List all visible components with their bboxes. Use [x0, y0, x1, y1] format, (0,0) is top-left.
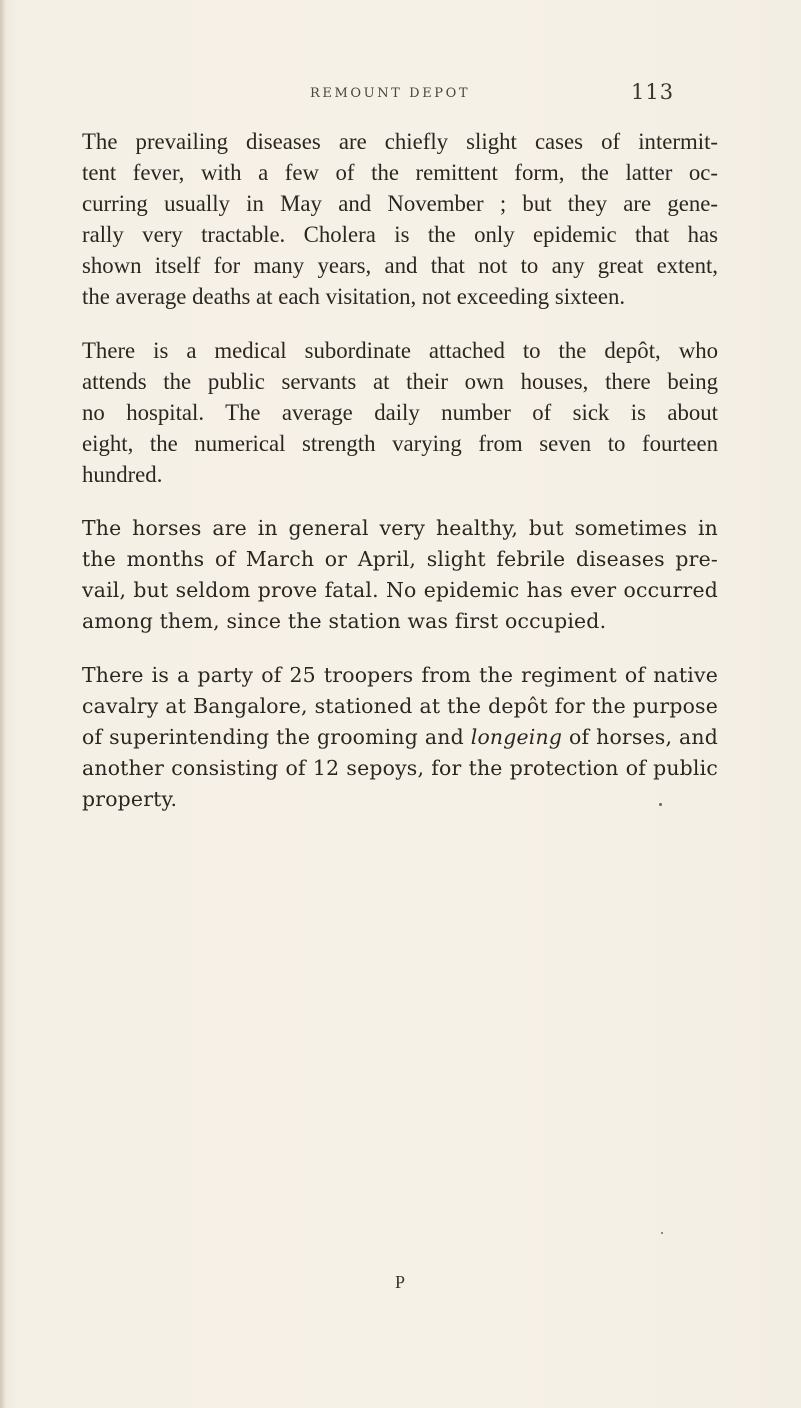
body-text	[82, 126, 718, 838]
text-line: another consisting of 12 sepoys, for the protection of public	[82, 756, 718, 780]
paper-speck	[661, 1232, 663, 1234]
text-line: hundred.	[82, 462, 163, 487]
text-line: the months of March or April, slight febrile diseases pre-	[82, 547, 718, 571]
paragraph-diseases	[82, 126, 718, 312]
text-line: shown itself for many years, and that not to any great extent,	[82, 253, 718, 278]
text-line: curring usually in May and November ; but they are gene-	[82, 191, 718, 216]
text-line: The prevailing diseases are chiefly slight cases of intermit-	[82, 129, 718, 154]
signature-mark: P	[395, 1272, 406, 1292]
italic-word: longeing	[470, 725, 563, 749]
paragraph-medical	[82, 335, 718, 490]
text-run: of superintending the grooming and	[82, 725, 471, 749]
text-line: property.	[82, 787, 178, 811]
page-number: 113	[631, 80, 675, 104]
text-line: attends the public servants at their own houses, there being	[82, 369, 718, 394]
text-run: of horses, and	[562, 725, 718, 749]
text-line: no hospital. The average daily number of sick is about	[82, 400, 718, 425]
text-line: among them, since the station was first occupied.	[82, 609, 607, 633]
text-line: The horses are in general very healthy, but sometimes in	[82, 516, 718, 540]
paragraph-horses	[82, 513, 718, 637]
spine-shadow	[0, 0, 6, 1408]
text-line: the average deaths at each visitation, not exceeding sixteen.	[82, 284, 626, 309]
text-line: eight, the numerical strength varying from seven to fourteen	[82, 431, 718, 456]
paragraph-troopers	[82, 660, 718, 815]
running-head: REMOUNT DEPOT	[310, 86, 471, 101]
text-line: rally very tractable. Cholera is the only epidemic that has	[82, 222, 718, 247]
text-line: cavalry at Bangalore, stationed at the depôt for the purpose	[82, 694, 718, 718]
text-line-with-italic	[82, 722, 718, 753]
page-header	[310, 80, 675, 120]
text-line: There is a party of 25 troopers from the regiment of native	[82, 663, 718, 687]
text-line: vail, but seldom prove fatal. No epidemic has ever occurred	[82, 578, 718, 602]
text-line: There is a medical subordinate attached to the depôt, who	[82, 338, 718, 363]
text-line: tent fever, with a few of the remittent form, the latter oc-	[82, 160, 718, 185]
paper-speck	[659, 803, 662, 806]
